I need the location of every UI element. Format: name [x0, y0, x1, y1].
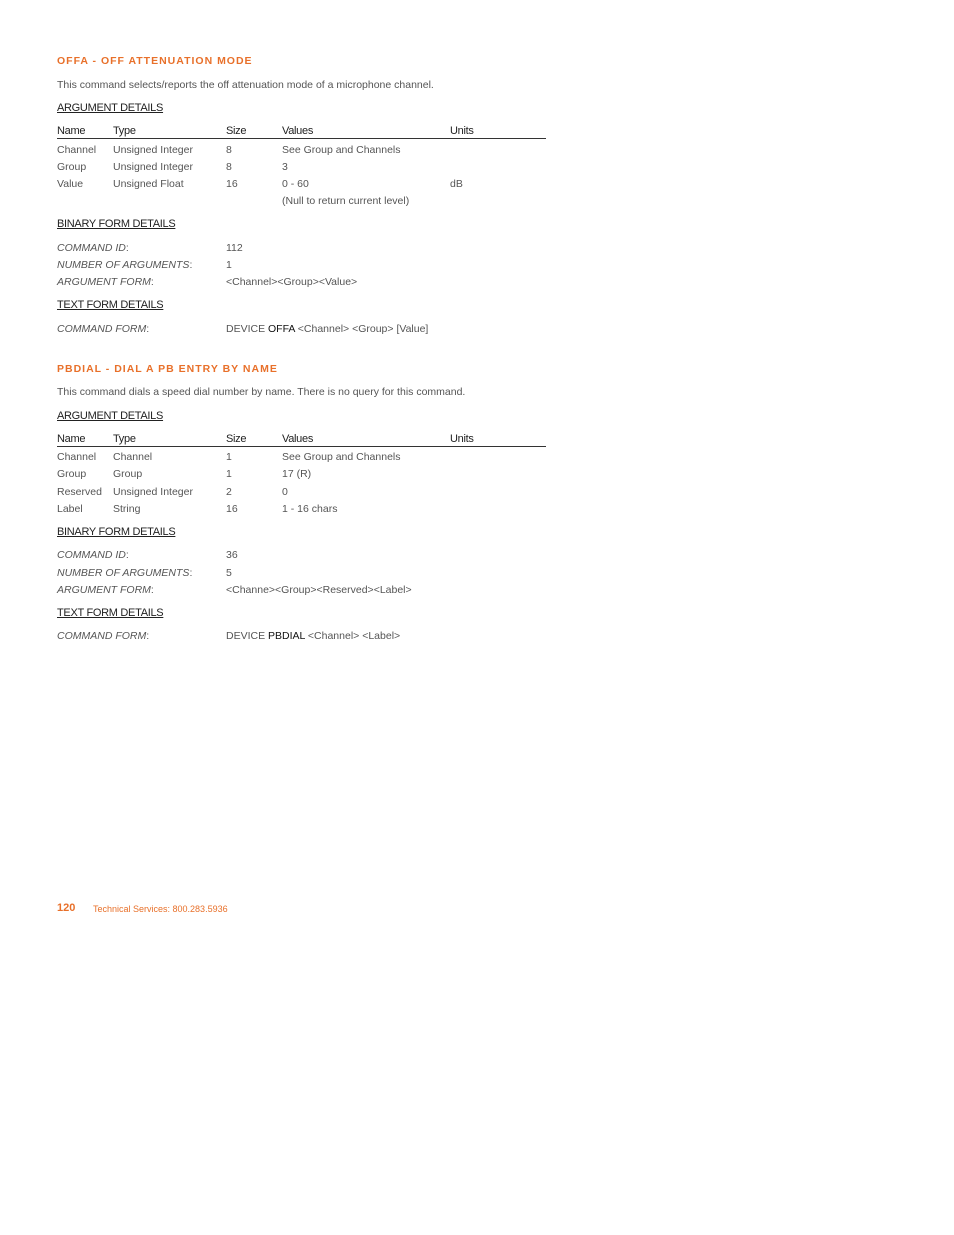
number-of-arguments-value: 5	[226, 567, 232, 579]
cell-type: Channel	[113, 451, 153, 463]
cell-values: 0	[282, 486, 288, 498]
cell-type: String	[113, 503, 141, 515]
cell-size: 1	[226, 468, 232, 480]
binary-form-details-title: BINARY FORM DETAILS	[57, 526, 176, 538]
cell-size: 16	[226, 178, 238, 190]
cell-size: 2	[226, 486, 232, 498]
argument-form-label: ARGUMENT FORM:	[57, 276, 154, 288]
column-header-name: Name	[57, 125, 86, 137]
cell-type: Unsigned Integer	[113, 161, 193, 173]
page-number: 120	[57, 902, 76, 914]
cell-values: 0 - 60	[282, 178, 309, 190]
cell-size: 8	[226, 144, 232, 156]
cell-type: Unsigned Integer	[113, 486, 193, 498]
section-heading: PBDIAL - DIAL A PB ENTRY BY NAME	[57, 363, 278, 375]
argument-form-value: <Channe><Group><Reserved><Label>	[226, 584, 412, 596]
command-form-value: DEVICE PBDIAL <Channel> <Label>	[226, 630, 401, 642]
command-id-label: COMMAND ID:	[57, 549, 129, 561]
text-form-details-title: TEXT FORM DETAILS	[57, 607, 164, 619]
cell-name: Group	[57, 161, 87, 173]
cell-size: 16	[226, 503, 238, 515]
command-id-value: 112	[226, 242, 243, 254]
cell-values: 17 (R)	[282, 468, 312, 480]
section-heading: OFFA - OFF ATTENUATION MODE	[57, 55, 253, 67]
section-description: This command selects/reports the off attenuation mode of a microphone channel.	[57, 79, 434, 91]
cell-type: Unsigned Float	[113, 178, 184, 190]
table-header-rule	[57, 446, 546, 447]
number-of-arguments-value: 1	[226, 259, 232, 271]
column-header-units: Units	[450, 125, 474, 137]
section-description: This command dials a speed dial number by name. There is no query for this command.	[57, 386, 466, 398]
column-header-type: Type	[113, 433, 136, 445]
cell-values: See Group and Channels	[282, 451, 401, 463]
cell-type: Group	[113, 468, 143, 480]
cell-name: Channel	[57, 144, 97, 156]
command-id-label: COMMAND ID:	[57, 242, 129, 254]
cell-units: dB	[450, 178, 463, 190]
command-form-label: COMMAND FORM:	[57, 323, 150, 335]
number-of-arguments-label: NUMBER OF ARGUMENTS:	[57, 567, 193, 579]
text-form-details-title: TEXT FORM DETAILS	[57, 299, 164, 311]
table-header-rule	[57, 138, 546, 139]
cell-type: Unsigned Integer	[113, 144, 193, 156]
cell-values: 3	[282, 161, 288, 173]
number-of-arguments-label: NUMBER OF ARGUMENTS:	[57, 259, 193, 271]
cell-values: 1 - 16 chars	[282, 503, 338, 515]
command-form-value: DEVICE OFFA <Channel> <Group> [Value]	[226, 323, 429, 335]
column-header-values: Values	[282, 125, 314, 137]
cell-size: 1	[226, 451, 232, 463]
cell-values: See Group and Channels	[282, 144, 401, 156]
argument-details-title: ARGUMENT DETAILS	[57, 410, 164, 422]
cell-name: Reserved	[57, 486, 102, 498]
column-header-units: Units	[450, 433, 474, 445]
footer-text: Technical Services: 800.283.5936	[93, 904, 228, 914]
binary-form-details-title: BINARY FORM DETAILS	[57, 218, 176, 230]
command-keyword: OFFA	[268, 323, 295, 335]
cell-name: Value	[57, 178, 84, 190]
command-form-label: COMMAND FORM:	[57, 630, 150, 642]
cell-name: Channel	[57, 451, 97, 463]
column-header-values: Values	[282, 433, 314, 445]
command-keyword: PBDIAL	[268, 630, 305, 642]
column-header-name: Name	[57, 433, 86, 445]
argument-form-value: <Channel><Group><Value>	[226, 276, 358, 288]
cell-size: 8	[226, 161, 232, 173]
cell-name: Label	[57, 503, 83, 515]
column-header-size: Size	[226, 433, 247, 445]
cell-name: Group	[57, 468, 87, 480]
cell-values: (Null to return current level)	[282, 195, 410, 207]
command-id-value: 36	[226, 549, 238, 561]
argument-details-title: ARGUMENT DETAILS	[57, 102, 164, 114]
argument-form-label: ARGUMENT FORM:	[57, 584, 154, 596]
column-header-size: Size	[226, 125, 247, 137]
column-header-type: Type	[113, 125, 136, 137]
